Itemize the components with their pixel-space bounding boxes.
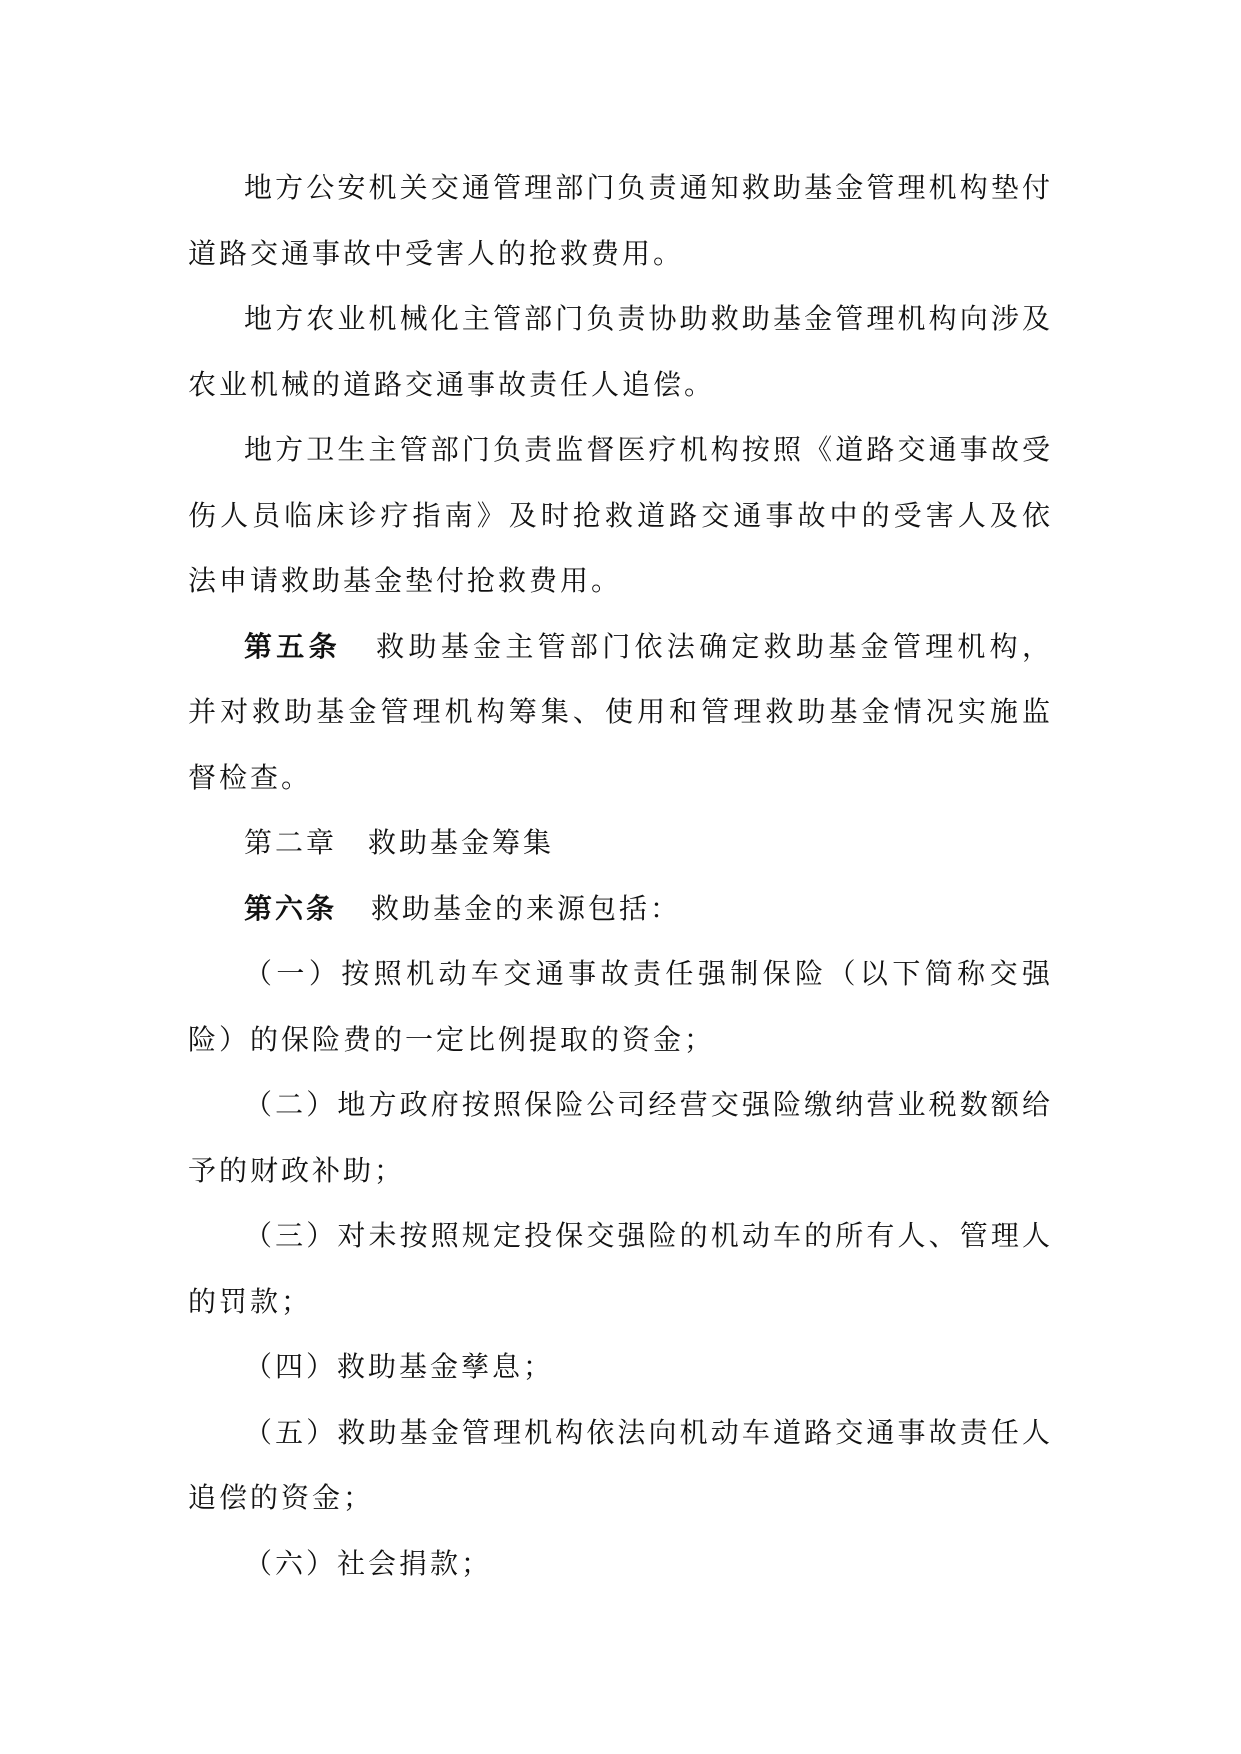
paragraph-text: （四）救助基金孳息； bbox=[244, 1350, 555, 1383]
article-number: 第六条 bbox=[244, 891, 338, 925]
chapter-heading bbox=[188, 810, 1053, 876]
document-body bbox=[188, 155, 1053, 1596]
paragraph-text: 救助基金主管部门依法确定救助基金管理机构，并对救助基金管理机构筹集、使用和管理救助基金情况实施监督检查。 bbox=[188, 629, 1053, 794]
list-item-2 bbox=[188, 1072, 1053, 1203]
paragraph-text: （六）社会捐款； bbox=[244, 1546, 493, 1580]
paragraph-article-6 bbox=[188, 876, 1053, 942]
paragraph-text: 地方卫生主管部门负责监督医疗机构按照《道路交通事故受伤人员临床诊疗指南》及时抢救道路交通事故中的受害人及依法申请救助基金垫付抢救费用。 bbox=[188, 433, 1053, 597]
paragraph-health-duty bbox=[188, 417, 1053, 614]
paragraph-article-5 bbox=[188, 614, 1053, 811]
list-item-1 bbox=[188, 941, 1053, 1072]
paragraph-text: （二）地方政府按照保险公司经营交强险缴纳营业税数额给予的财政补助； bbox=[188, 1088, 1053, 1187]
paragraph-text: 救助基金的来源包括： bbox=[371, 891, 682, 925]
paragraph-agriculture-duty bbox=[188, 286, 1053, 417]
article-number: 第五条 bbox=[244, 629, 341, 663]
paragraph-police-duty bbox=[188, 155, 1053, 286]
chapter-title: 第二章 救助基金筹集 bbox=[244, 826, 555, 859]
paragraph-text: 地方公安机关交通管理部门负责通知救助基金管理机构垫付道路交通事故中受害人的抢救费用。 bbox=[188, 171, 1053, 270]
paragraph-text: 地方农业机械化主管部门负责协助救助基金管理机构向涉及农业机械的道路交通事故责任人追偿。 bbox=[188, 302, 1053, 401]
paragraph-text: （三）对未按照规定投保交强险的机动车的所有人、管理人的罚款； bbox=[188, 1219, 1053, 1318]
list-item-4 bbox=[188, 1334, 1053, 1400]
list-item-6 bbox=[188, 1531, 1053, 1597]
paragraph-text: （一）按照机动车交通事故责任强制保险（以下简称交强险）的保险费的一定比例提取的资金； bbox=[188, 957, 1053, 1056]
list-item-5 bbox=[188, 1400, 1053, 1531]
paragraph-text: （五）救助基金管理机构依法向机动车道路交通事故责任人追偿的资金； bbox=[188, 1415, 1053, 1514]
list-item-3 bbox=[188, 1203, 1053, 1334]
